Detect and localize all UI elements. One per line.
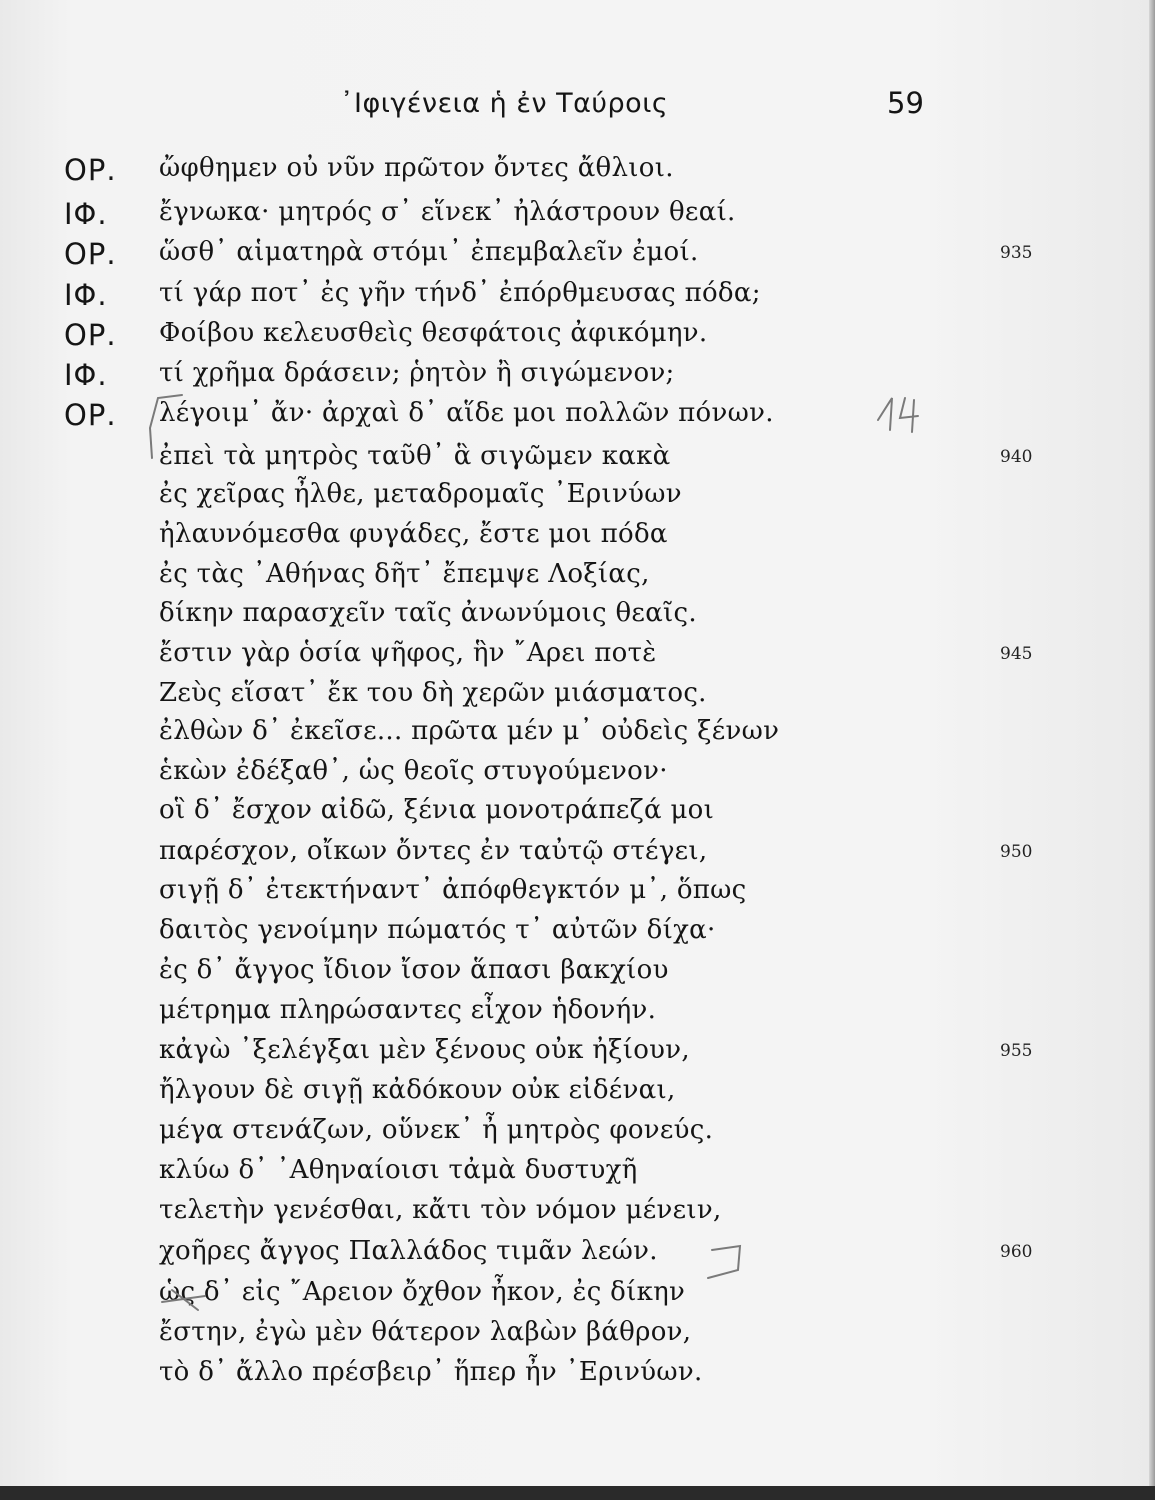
speaker-label: ΟΡ. [64, 153, 117, 187]
verse-text: ἐς χεῖρας ἦλθε, μεταδρομαῖς ᾽Ερινύων [159, 479, 682, 509]
verse-text: ἤλγουν δὲ σιγῇ κἀδόκουν οὐκ εἰδέναι, [159, 1075, 676, 1105]
verse-line [0, 318, 1155, 358]
verse-text: ὥσθ᾽ αἱματηρὰ στόμι᾽ ἐπεμβαλεῖν ἐμοί. [159, 237, 699, 267]
verse-line [0, 153, 1155, 193]
verse-text: σιγῇ δ᾽ ἐτεκτήναντ᾽ ἀπόφθεγκτόν μ᾽, ὅπως [159, 875, 747, 905]
line-number: 935 [1000, 243, 1033, 263]
verse-text: Ζεὺς εἵσατ᾽ ἔκ του δὴ χερῶν μιάσματος. [159, 678, 707, 708]
verse-line [0, 441, 1155, 481]
verse-text: τί γάρ ποτ᾽ ἐς γῆν τήνδ᾽ ἐπόρθμευσας πόδα; [159, 278, 761, 308]
verse-text: ἔστιν γὰρ ὁσία ψῆφος, ἣν ῎Αρει ποτὲ [159, 638, 657, 668]
speaker-label: ΙΦ. [64, 358, 108, 392]
verse-text: ἠλαυνόμεσθα φυγάδες, ἔστε μοι πόδα [159, 519, 668, 549]
verse-line [0, 1035, 1155, 1075]
verse-text: ὡς δ᾽ εἰς ῎Αρειον ὄχθον ἦκον, ἐς δίκην [159, 1277, 686, 1307]
verse-line [0, 479, 1155, 519]
verse-line [0, 1115, 1155, 1155]
verse-line [0, 358, 1155, 398]
speaker-label: ΟΡ. [64, 318, 117, 352]
verse-text: ἐς δ᾽ ἄγγος ἴδιον ἴσον ἅπασι βακχίου [159, 955, 669, 985]
verse-text: παρέσχον, οἴκων ὄντες ἐν ταὐτῷ στέγει, [159, 836, 708, 866]
verse-text: τελετὴν γενέσθαι, κἄτι τὸν νόμον μένειν, [159, 1195, 722, 1225]
verse-text: λέγοιμ᾽ ἄν· ἀρχαὶ δ᾽ αἵδε μοι πολλῶν πόνων. [159, 398, 774, 428]
verse-line [0, 716, 1155, 756]
verse-line [0, 1075, 1155, 1115]
line-number: 960 [1000, 1242, 1033, 1262]
verse-text: ἐλθὼν δ᾽ ἐκεῖσε... πρῶτα μέν μ᾽ οὐδεὶς ξένων [159, 716, 780, 746]
verse-line [0, 1317, 1155, 1357]
verse-line [0, 1155, 1155, 1195]
speaker-label: ΙΦ. [64, 197, 108, 231]
scan-bottom-band [0, 1486, 1155, 1500]
verse-text: Φοίβου κελευσθεὶς θεσφάτοις ἀφικόμην. [159, 318, 708, 348]
line-number: 955 [1000, 1041, 1033, 1061]
verse-text: ἔστην, ἐγὼ μὲν θάτερον λαβὼν βάθρον, [159, 1317, 692, 1347]
verse-line [0, 756, 1155, 796]
verse-text: μέτρημα πληρώσαντες εἶχον ἡδονήν. [159, 995, 657, 1025]
line-number: 945 [1000, 644, 1033, 664]
verse-text: οἳ δ᾽ ἔσχον αἰδῶ, ξένια μονοτράπεζά μοι [159, 795, 715, 825]
page-edge-shadow [1149, 0, 1155, 1500]
verse-text: δίκην παρασχεῖν ταῖς ἀνωνύμοις θεαῖς. [159, 598, 697, 628]
verse-text: τί χρῆμα δράσειν; ῥητὸν ἢ σιγώμενον; [159, 358, 675, 388]
verse-text: μέγα στενάζων, οὕνεκ᾽ ἦ μητρὸς φονεύς. [159, 1115, 714, 1145]
verse-line [0, 197, 1155, 237]
verse-line [0, 237, 1155, 277]
verse-line [0, 1236, 1155, 1276]
verse-line [0, 915, 1155, 955]
page-number: 59 [887, 86, 924, 120]
running-title: ᾽Ιφιγένεια ἡ ἐν Ταύροις [340, 88, 669, 119]
verse-line [0, 398, 1155, 438]
verse-text: ἔγνωκα· μητρός σ᾽ εἵνεκ᾽ ἠλάστρουν θεαί. [159, 197, 736, 227]
verse-line [0, 598, 1155, 638]
verse-text: τὸ δ᾽ ἄλλο πρέσβειρ᾽ ἥπερ ἦν ᾽Ερινύων. [159, 1357, 703, 1387]
verse-line [0, 519, 1155, 559]
speaker-label: ΙΦ. [64, 278, 108, 312]
verse-line [0, 995, 1155, 1035]
verse-text: ὤφθημεν οὐ νῦν πρῶτον ὄντες ἄθλιοι. [159, 153, 674, 183]
speaker-label: ΟΡ. [64, 398, 117, 432]
verse-line [0, 836, 1155, 876]
verse-line [0, 795, 1155, 835]
line-number: 950 [1000, 842, 1033, 862]
verse-line [0, 955, 1155, 995]
verse-line [0, 1195, 1155, 1235]
verse-text: δαιτὸς γενοίμην πώματός τ᾽ αὐτῶν δίχα· [159, 915, 716, 945]
line-number: 940 [1000, 447, 1033, 467]
speaker-label: ΟΡ. [64, 237, 117, 271]
verse-line [0, 678, 1155, 718]
verse-line [0, 1277, 1155, 1317]
verse-text: ἐπεὶ τὰ μητρὸς ταῦθ᾽ ἃ σιγῶμεν κακὰ [159, 441, 671, 471]
verse-line [0, 1357, 1155, 1397]
verse-line [0, 875, 1155, 915]
verse-text: κἀγὼ ᾽ξελέγξαι μὲν ξένους οὐκ ἠξίουν, [159, 1035, 690, 1065]
verse-text: ἐς τὰς ᾽Αθήνας δῆτ᾽ ἔπεμψε Λοξίας, [159, 559, 650, 589]
verse-text: χοῆρες ἄγγος Παλλάδος τιμᾶν λεών. [159, 1236, 658, 1266]
verse-line [0, 559, 1155, 599]
verse-line [0, 278, 1155, 318]
verse-line [0, 638, 1155, 678]
verse-text: ἑκὼν ἐδέξαθ᾽, ὡς θεοῖς στυγούμενον· [159, 756, 668, 786]
verse-text: κλύω δ᾽ ᾽Αθηναίοισι τἀμὰ δυστυχῆ [159, 1155, 638, 1185]
